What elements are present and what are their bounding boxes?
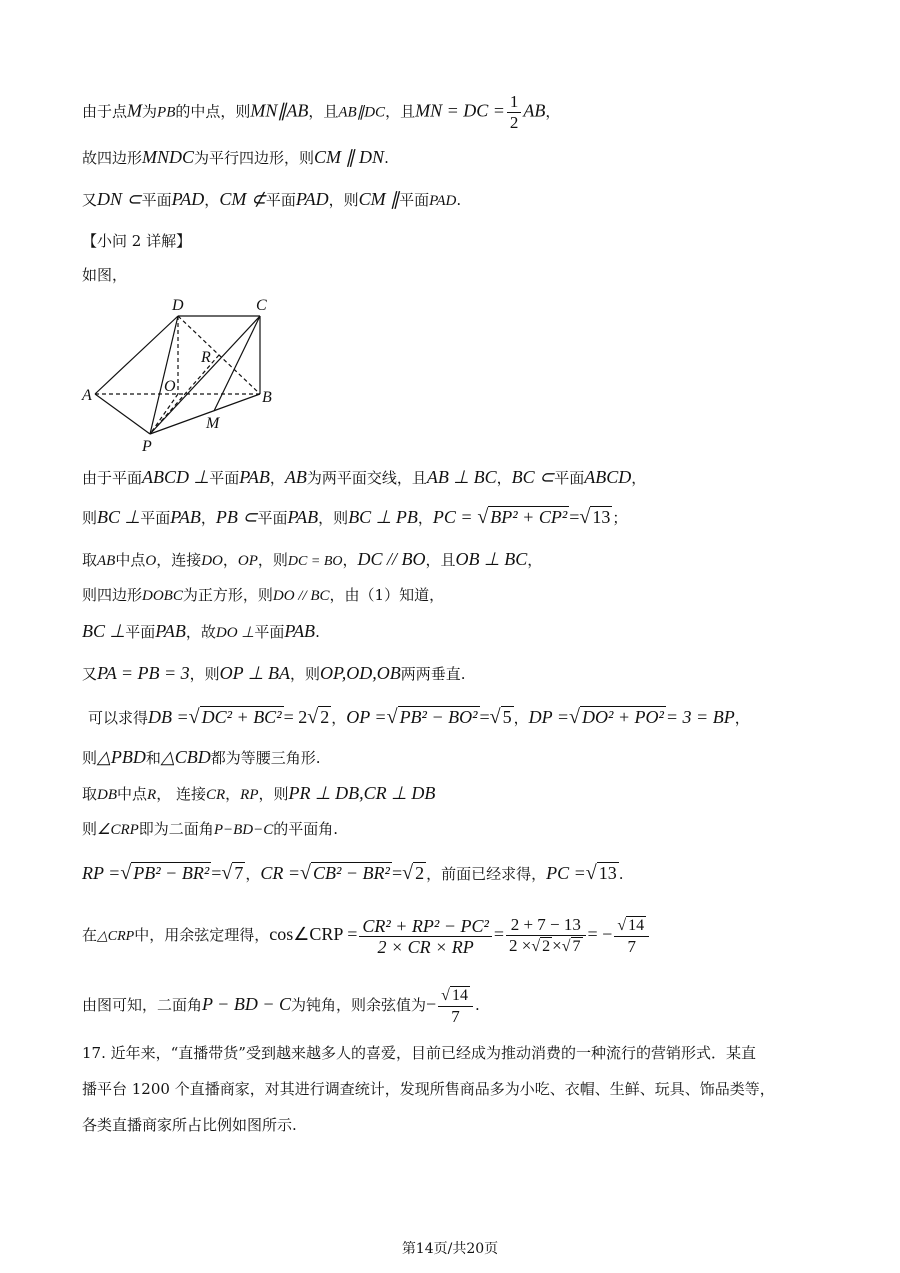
text: ，: [631, 469, 647, 487]
math: DC // BO: [357, 549, 426, 569]
text: 中点: [117, 785, 148, 803]
math: CM ∥ DN: [314, 147, 385, 167]
math: DO // BC: [272, 588, 330, 604]
math: △CBD: [160, 747, 211, 767]
text: ，则: [189, 665, 220, 683]
radical: √ 2: [307, 706, 330, 728]
text: 各类直播商家所占比例如图所示.: [82, 1116, 297, 1134]
text: 中，用余弦定理得，: [134, 926, 270, 944]
label-C: C: [256, 297, 267, 314]
text: 为正方形，则: [182, 586, 273, 604]
math: DO ⊥: [215, 625, 255, 641]
text: 又: [82, 191, 98, 209]
edge-CP: [150, 316, 260, 434]
text: 如图，: [82, 266, 128, 284]
math: MNDC: [142, 147, 195, 167]
text: 可以求得: [88, 709, 149, 727]
text: 由图可知，二面角: [82, 996, 203, 1014]
text: .: [474, 996, 480, 1014]
math: cos∠CRP =: [269, 924, 358, 944]
math: =: [479, 707, 490, 727]
label-A: A: [82, 387, 92, 404]
text: ，则: [257, 551, 288, 569]
math: =: [493, 924, 505, 944]
math: ∠CRP: [97, 822, 139, 838]
math: ABCD: [584, 467, 632, 487]
math: MN = DC =: [415, 100, 505, 121]
math: OP: [237, 553, 258, 569]
label-B: B: [262, 389, 272, 406]
text: 的平面角.: [273, 820, 339, 838]
text: 都为等腰三角形.: [210, 749, 321, 767]
text: ，: [331, 709, 347, 727]
text: 两两垂直.: [400, 665, 466, 683]
text: ，则: [290, 665, 321, 683]
radical: √ DO² + PO²: [568, 706, 664, 728]
text: ，则: [258, 785, 289, 803]
text: ，: [204, 191, 220, 209]
text: 播平台 1200 个直播商家，对其进行调查统计，发现所售商品多为小吃、衣帽、生鲜、玩具、饰品类等，: [82, 1080, 775, 1098]
math: △CRP: [97, 929, 135, 944]
math: =: [391, 863, 403, 883]
fraction: $\frac{1}{2}$: [507, 92, 522, 133]
math: PAD: [429, 193, 457, 209]
math: = −: [587, 924, 613, 944]
math: =: [211, 863, 222, 883]
text: 取: [82, 551, 98, 569]
text-line-1: [82, 92, 560, 133]
math: PB ⊂: [215, 507, 258, 527]
text: ，则: [318, 509, 349, 527]
label-O: O: [164, 378, 176, 395]
text: ，: [222, 551, 238, 569]
text: ，由（1）知道，: [329, 586, 445, 604]
text: 的中点，则: [175, 102, 251, 121]
math: P − BD − C: [202, 994, 291, 1014]
text: ，则: [328, 191, 359, 209]
fraction: $\frac{\text{CR² + RP² − PC²}}{2 \times CR \times RP}$: [359, 916, 491, 957]
text-line-14: [82, 782, 435, 806]
text: ， 连接: [156, 785, 206, 803]
text: 由于平面: [82, 469, 143, 487]
text: 则: [82, 749, 98, 767]
edge-AP: [95, 394, 150, 434]
edge-PB: [150, 394, 260, 434]
text-line-15: [82, 818, 338, 841]
text: ，且: [308, 102, 339, 121]
math: RP: [240, 787, 259, 803]
text: ，: [200, 509, 216, 527]
page-number: 第14页/共20页: [401, 1241, 499, 1257]
text: 平面: [265, 191, 296, 209]
radical: √ BP² + CP²: [477, 506, 568, 528]
radical: √ PB² − BO²: [386, 706, 478, 728]
math: BC ⊂: [511, 467, 555, 487]
text-line-8: [82, 548, 542, 573]
text: .: [618, 865, 624, 883]
math: AB∥DC: [338, 104, 386, 121]
text: ，: [527, 551, 543, 569]
text: ，: [225, 785, 241, 803]
text: ，: [245, 865, 261, 883]
text: 在: [82, 926, 98, 944]
text: ，: [545, 102, 561, 121]
radical: √ 7: [221, 862, 244, 884]
math: PR ⊥ DB,CR ⊥ DB: [288, 783, 436, 803]
math: DO: [201, 553, 223, 569]
text: ，故: [185, 623, 216, 641]
text: 故四边形: [82, 149, 143, 167]
math: PC =: [432, 507, 473, 527]
math: AB: [523, 100, 546, 121]
text: ，: [513, 709, 529, 727]
label-R: R: [201, 349, 211, 366]
text-line-3: [82, 188, 461, 212]
math: BC ⊥ PB: [348, 507, 418, 527]
text: .: [456, 191, 462, 209]
text: 平面: [554, 469, 585, 487]
text-line-6: [82, 466, 646, 489]
math: −: [426, 994, 437, 1014]
math: = 3 = BP: [665, 707, 735, 727]
text-line-13: [82, 746, 321, 769]
math: OP =: [346, 707, 387, 727]
text-line-5: [82, 264, 127, 286]
math: DB =: [148, 707, 189, 727]
math: =: [569, 507, 580, 527]
math: CR: [205, 787, 226, 803]
problem-17-line-2: [82, 1078, 775, 1100]
math: DC = BO: [287, 554, 343, 569]
text-line-9: [82, 584, 444, 607]
math: DB: [97, 787, 118, 803]
label-D: D: [172, 297, 184, 314]
math: P−BD−C: [213, 822, 274, 838]
fraction: $\frac{√ 14}{7}$: [438, 985, 473, 1027]
text-line-10: [82, 620, 320, 644]
text: 则四边形: [82, 586, 143, 604]
text: 平面: [140, 509, 171, 527]
text: 即为二面角: [138, 820, 214, 838]
label-P: P: [142, 438, 152, 454]
math: CM ∥: [358, 189, 400, 209]
math: = 2: [283, 707, 308, 727]
fraction: $\frac{2 + 7 - 13}{2 \times√ 2 \times√ 7}$: [506, 915, 586, 957]
math: PAB: [170, 507, 201, 527]
math: PAB: [284, 621, 316, 641]
text: 为钝角，则余弦值为: [290, 996, 426, 1014]
text: 又: [82, 665, 98, 683]
math: AB: [284, 467, 307, 487]
math: BC ⊥: [97, 507, 141, 527]
math: AB ⊥ BC: [426, 467, 497, 487]
text: ，: [417, 509, 433, 527]
text: ，: [496, 469, 512, 487]
text: ，且: [385, 102, 416, 121]
math: OB ⊥ BC: [455, 549, 528, 569]
math: PB: [157, 104, 176, 121]
text: 为: [142, 102, 158, 121]
text: 平面: [399, 191, 430, 209]
radical: √ 5: [489, 706, 512, 728]
text: ，且: [425, 551, 456, 569]
text: ，: [734, 709, 750, 727]
radical: √ DC² + BC²: [188, 706, 282, 728]
math: CM ⊄: [219, 189, 266, 209]
text-line-7: [82, 506, 627, 530]
math: O: [145, 553, 157, 569]
text: 为平行四边形，则: [194, 149, 315, 167]
text: 中点: [115, 551, 146, 569]
radical: √ 13: [585, 862, 617, 884]
text: ，前面已经求得，: [426, 865, 547, 883]
radical: √ PB² − BR²: [120, 862, 210, 884]
text: 则: [82, 820, 98, 838]
text-line-18: [82, 980, 480, 1029]
math: PA = PB = 3: [97, 663, 190, 683]
math: PAB: [239, 467, 270, 487]
label-M: M: [206, 415, 220, 432]
text: 平面: [257, 509, 288, 527]
radical: √ 2: [402, 862, 425, 884]
math: OP ⊥ BA: [219, 663, 291, 683]
text: 平面: [141, 191, 172, 209]
math: RP =: [82, 863, 121, 883]
text: ，: [269, 469, 285, 487]
text: 则: [82, 509, 98, 527]
math: △PBD: [97, 747, 146, 767]
math: AB: [97, 553, 116, 569]
problem-17-line-3: [82, 1114, 297, 1136]
edge-DP: [150, 316, 178, 434]
text: 【小问 2 详解】: [82, 232, 192, 250]
math: DP =: [528, 707, 569, 727]
problem-17-line-1: [82, 1042, 756, 1064]
text: 和: [145, 749, 161, 767]
math: R: [147, 787, 157, 803]
text: 平面: [254, 623, 285, 641]
text: 17. 近年来，“直播带货”受到越来越多人的喜爱，目前已经成为推动消费的一种流行的营销形式．某直: [82, 1044, 756, 1062]
text: .: [384, 149, 389, 167]
math: CR =: [260, 863, 301, 883]
text: 平面: [125, 623, 156, 641]
geometry-figure: [80, 294, 280, 454]
radical: √ CB² − BR²: [300, 862, 390, 884]
text-line-12: [88, 706, 750, 730]
text-line-2: [82, 146, 389, 169]
math: BC ⊥: [82, 621, 126, 641]
text: ，连接: [156, 551, 202, 569]
text: .: [315, 623, 320, 641]
math: DOBC: [142, 588, 183, 604]
text: ，: [342, 551, 358, 569]
radical: √ 13: [579, 506, 611, 528]
text: ；: [612, 509, 628, 527]
text: 平面: [209, 469, 240, 487]
math: M: [127, 100, 143, 121]
math: PAB: [155, 621, 186, 641]
section-heading: [82, 230, 191, 252]
text-line-17: [82, 910, 651, 961]
text-line-11: [82, 662, 465, 685]
math: MN∥AB: [250, 100, 309, 121]
text: 取: [82, 785, 98, 803]
math: PAB: [287, 507, 319, 527]
math: ABCD ⊥: [142, 467, 210, 487]
math: DN ⊂: [97, 189, 142, 209]
math: PAD: [295, 189, 329, 209]
math: PC =: [546, 863, 586, 883]
text: 由于点: [82, 102, 128, 121]
math: OP,OD,OB: [320, 663, 401, 683]
math: PAD: [171, 189, 205, 209]
text: 为两平面交线，且: [306, 469, 427, 487]
fraction: $\frac{√ 14}{7}$: [614, 915, 649, 957]
text-line-16: [82, 862, 624, 886]
